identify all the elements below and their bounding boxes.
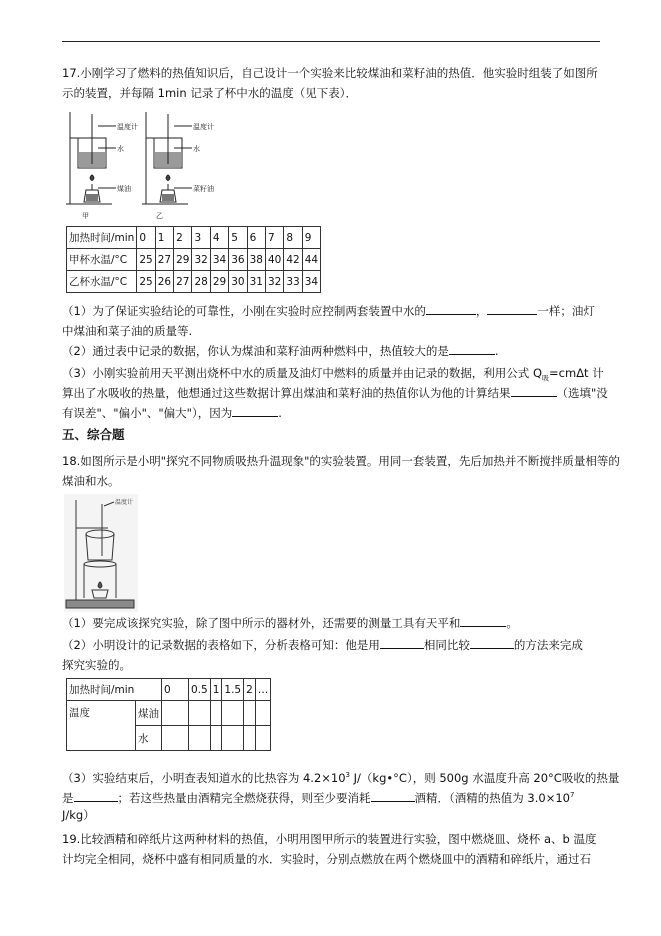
- table-cell: 6: [247, 227, 265, 249]
- table-cell: [210, 701, 222, 726]
- table-cell: 8: [284, 227, 302, 249]
- table-cell: 2: [174, 227, 192, 249]
- table-cell: 0: [162, 679, 189, 701]
- table-cell: 加热时间/min: [67, 227, 137, 249]
- table-cell: 32: [192, 249, 210, 271]
- text: .: [494, 344, 499, 358]
- text: （2）小明设计的记录数据的表格如下，分析表格可知：他是用: [62, 638, 380, 652]
- text: 有误差"、"偏小"、"偏大"），因为: [62, 406, 233, 420]
- q17-part3-line3: [62, 404, 602, 422]
- answer-blank[interactable]: [449, 342, 495, 355]
- text: ，: [475, 304, 488, 318]
- fig-right-caption: 乙: [156, 212, 163, 220]
- text: 相同比较: [423, 638, 470, 652]
- table-cell: 26: [155, 271, 173, 293]
- answer-blank[interactable]: [232, 404, 278, 417]
- table-cell: 33: [284, 271, 302, 293]
- table-cell: 甲杯水温/°C: [67, 249, 137, 271]
- superscript: 7: [569, 791, 575, 799]
- table-cell: 36: [229, 249, 247, 271]
- q19-stem-line2: 计均完全相同，烧杯中盛有相同质量的水．实验时，分别点燃放在两个燃烧皿中的酒精和碎纸片，通过石: [62, 852, 591, 866]
- table-cell: 44: [302, 249, 320, 271]
- table-row: [67, 249, 321, 271]
- table-cell: 25: [137, 271, 155, 293]
- q18-part3-line1: [62, 766, 620, 787]
- q17-stem-line2: 示的装置，并每隔 1min 记录了杯中水的温度（见下表）．: [62, 86, 358, 100]
- q17-part1-line2: 中煤油和菜子油的质量等.: [62, 324, 193, 338]
- text: 。: [506, 616, 518, 630]
- text: ；若这些热量由酒精完全燃烧获得，则至少要消耗: [117, 790, 371, 805]
- table-cell: [244, 701, 256, 726]
- q17-part2: [62, 342, 602, 360]
- table-cell: 0: [137, 227, 155, 249]
- table-cell: 温度: [67, 701, 136, 751]
- table-cell: 1: [155, 227, 173, 249]
- fig-left-water-label: 水: [117, 145, 124, 153]
- table-cell: 1.5: [222, 679, 244, 701]
- fig-left-caption: 甲: [82, 212, 89, 220]
- table-cell: 加热时间/min: [67, 679, 162, 701]
- text: 一样；油灯: [537, 304, 595, 318]
- table-row: [67, 227, 321, 249]
- table-cell: 27: [174, 271, 192, 293]
- text: 的方法来完成: [513, 638, 583, 652]
- table-row: [67, 679, 271, 701]
- answer-blank[interactable]: [426, 302, 476, 315]
- section-heading: 五、综合题: [62, 427, 125, 442]
- q19-stem-line1: 19.比较酒精和碎纸片这两种材料的热值，小明用图甲所示的装置进行实验，图中燃烧皿、烧杯 a、b 温度: [62, 832, 597, 846]
- table-cell: [162, 726, 189, 751]
- table-cell: 28: [192, 271, 210, 293]
- q17-stem-line1: 17.小刚学习了燃料的热值知识后，自己设计一个实验来比较煤油和菜籽油的热值．他实验时组装了如图所: [62, 66, 598, 80]
- table-cell: [189, 726, 211, 751]
- text: （1）为了保证实验结论的可靠性，小刚在实验时应控制两套装置中水的: [62, 304, 426, 318]
- text: （3）实验结束后，小明查表知道水的比热容为 4.2×10: [62, 770, 346, 785]
- table-cell: [255, 726, 271, 751]
- table-cell: 4: [210, 227, 228, 249]
- text: （选填"没: [556, 386, 608, 400]
- fig-right-water-label: 水: [193, 145, 200, 153]
- text: 是: [62, 790, 74, 805]
- table-cell: 水: [136, 726, 162, 751]
- q17-apparatus-figure: [64, 108, 214, 222]
- answer-blank[interactable]: [487, 302, 537, 315]
- q18-part2-line2: 探究实验的。: [62, 658, 131, 672]
- table-cell: [222, 701, 244, 726]
- table-cell: 30: [229, 271, 247, 293]
- table-cell: 7: [265, 227, 283, 249]
- table-cell: 32: [265, 271, 283, 293]
- q18-stem-line1: 18.如图所示是小明"探究不同物质吸热升温现象"的实验装置。用同一套装置，先后加热并不断搅拌质量相等的: [62, 454, 620, 468]
- table-cell: 34: [302, 271, 320, 293]
- top-rule: [62, 41, 600, 42]
- table-cell: [255, 701, 271, 726]
- fig-left-thermometer-label: 温度计: [117, 123, 138, 131]
- table-cell: 乙杯水温/°C: [67, 271, 137, 293]
- table-cell: 1: [210, 679, 222, 701]
- q17-part1-line1: [62, 302, 602, 320]
- text: 酒精．（酒精的热值为 3.0×10: [414, 790, 570, 805]
- q18-record-table: [66, 678, 271, 751]
- table-cell: [189, 701, 211, 726]
- text: （3）小刚实验前用天平测出烧杯中水的质量及油灯中燃料的质量并由记录的数据，利用公式 Q: [62, 366, 543, 380]
- text: .: [278, 406, 282, 420]
- q18-part3-line3: J/kg）: [62, 808, 95, 822]
- table-cell: 2: [244, 679, 256, 701]
- text: 算出了水吸收的热量，他想通过这些数据计算出煤油和菜籽油的热值你认为他的计算结果: [62, 386, 511, 400]
- fig-thermometer-label: 温度计: [115, 499, 134, 506]
- table-cell: 煤油: [136, 701, 162, 726]
- table-cell: …: [255, 679, 271, 701]
- table-cell: 42: [284, 249, 302, 271]
- text: （2）通过表中记录的数据，你认为煤油和菜籽油两种燃料中，热值较大的是: [62, 344, 449, 358]
- text: =cmΔt 计: [549, 366, 604, 380]
- answer-blank[interactable]: [460, 614, 506, 627]
- q18-apparatus-figure: [64, 494, 138, 612]
- q17-part3-line2: [62, 384, 608, 402]
- table-cell: 25: [137, 249, 155, 271]
- fig-right-thermometer-label: 温度计: [193, 123, 214, 131]
- text: J/（kg•°C），则 500g 水温度升高 20°C吸收的热量: [350, 770, 620, 785]
- text: （1）要完成该探究实验，除了图中所示的器材外，还需要的测量工具有天平和: [62, 616, 461, 630]
- table-row: [67, 701, 271, 726]
- table-row: [67, 271, 321, 293]
- subscript: 吸: [542, 374, 550, 383]
- table-cell: 40: [265, 249, 283, 271]
- table-cell: 38: [247, 249, 265, 271]
- superscript: 3: [345, 771, 350, 779]
- answer-blank[interactable]: [380, 636, 424, 649]
- fig-right-fuel-label: 菜籽油: [193, 185, 214, 193]
- q18-part1: [62, 614, 602, 632]
- table-cell: [244, 726, 256, 751]
- answer-blank[interactable]: [470, 636, 514, 649]
- table-cell: 34: [210, 249, 228, 271]
- table-cell: 27: [155, 249, 173, 271]
- table-cell: [222, 726, 244, 751]
- fig-left-fuel-label: 煤油: [117, 185, 131, 193]
- table-cell: [162, 701, 189, 726]
- table-cell: 31: [247, 271, 265, 293]
- answer-blank[interactable]: [511, 384, 557, 397]
- table-cell: 29: [174, 249, 192, 271]
- table-cell: 0.5: [189, 679, 211, 701]
- answer-blank[interactable]: [74, 789, 118, 802]
- q18-stem-line2: 煤油和水。: [62, 474, 120, 488]
- table-cell: 5: [229, 227, 247, 249]
- table-cell: 3: [192, 227, 210, 249]
- q17-temperature-table: [66, 226, 321, 293]
- table-cell: [210, 726, 222, 751]
- answer-blank[interactable]: [371, 789, 415, 802]
- q18-part3-line2: [62, 786, 602, 807]
- q18-part2-line1: [62, 636, 602, 654]
- table-cell: 9: [302, 227, 320, 249]
- table-cell: 29: [210, 271, 228, 293]
